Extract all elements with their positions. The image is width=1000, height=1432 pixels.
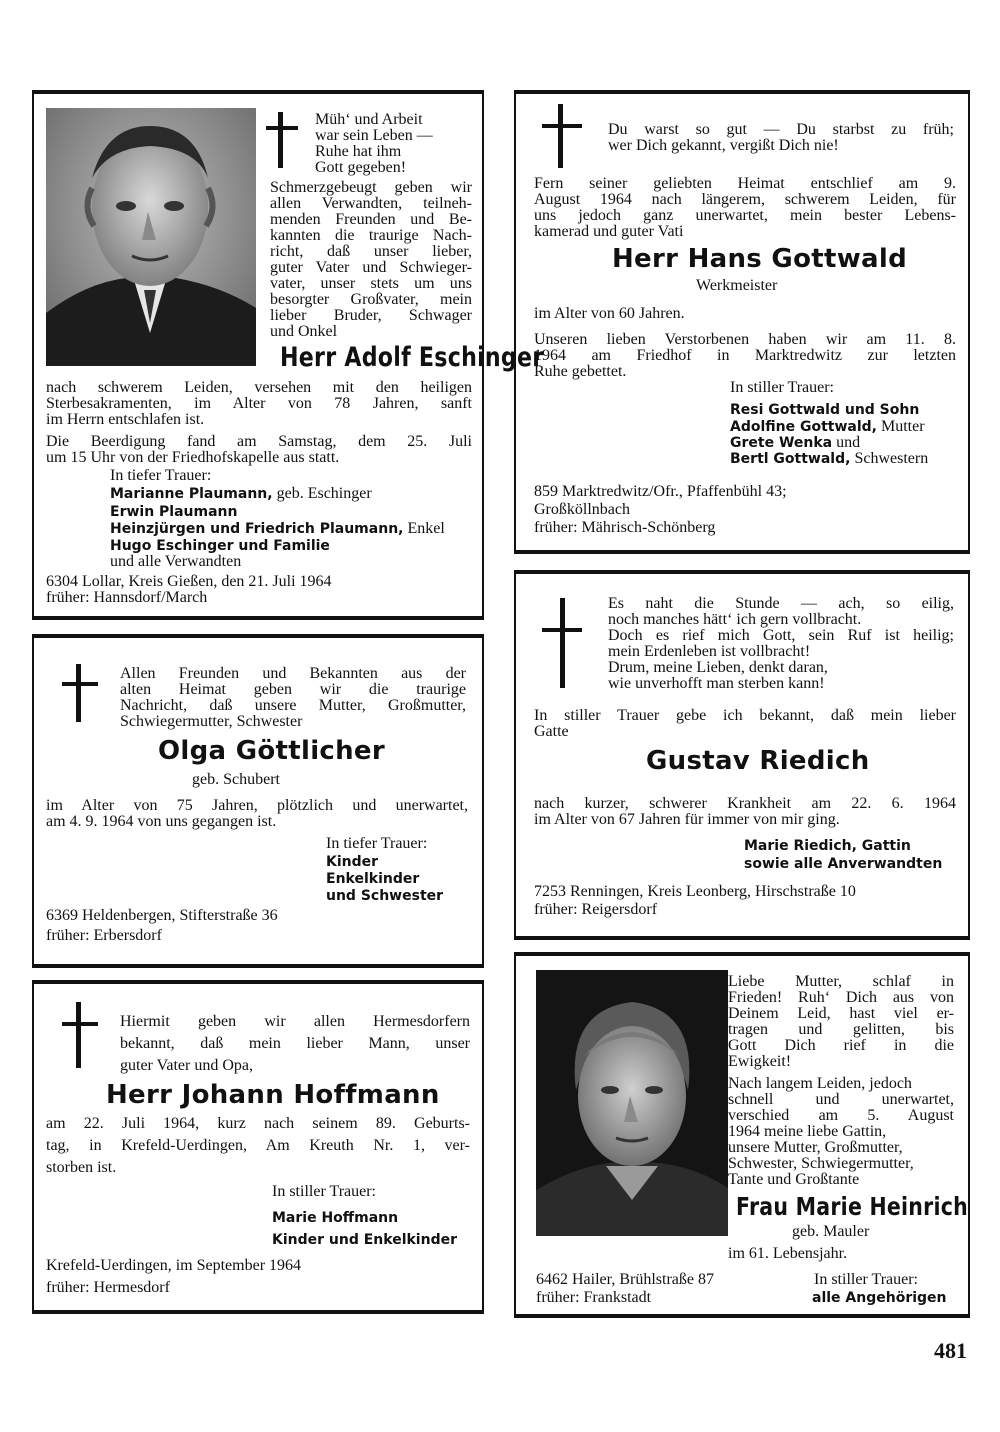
intro-line: Tante und Großtante [728, 1171, 860, 1188]
intro-line: bekannt, daß mein lieber Mann, unser [120, 1035, 470, 1052]
body-line: am 22. Juli 1964, kurz nach seinem 89. Geburts- [46, 1115, 470, 1132]
intro-line: alten Heimat geben wir die traurige [120, 681, 466, 698]
portrait-woman-image [536, 970, 728, 1236]
verse-line: wie unverhofft man sterben kann! [608, 675, 825, 692]
notice-marie-heinrich [514, 952, 970, 1318]
intro-line: 1964 meine liebe Gattin, [728, 1123, 887, 1140]
intro-line: Schwiegermutter, Schwester [120, 713, 303, 730]
mourning-heading: In stiller Trauer: [272, 1183, 376, 1200]
body-line: im Alter von 75 Jahren, plötzlich und unerwartet, [46, 797, 468, 814]
address: 6369 Heldenbergen, Stifterstraße 36 [46, 907, 278, 924]
address: 6462 Hailer, Brühlstraße 87 [536, 1271, 714, 1288]
verse-line: Gott Dich rief in die [728, 1037, 954, 1054]
age-line: im Alter von 60 Jahren. [534, 305, 685, 322]
intro-line: Hiermit geben wir allen Hermesdorfern [120, 1013, 470, 1030]
address-line-2: Großköllnbach [534, 501, 630, 518]
verse-line: war sein Leben — [315, 127, 433, 144]
former-home: früher: Reigersdorf [534, 901, 658, 918]
cross-icon [542, 598, 582, 688]
intro-line: menden Freunden und Be- [270, 211, 472, 228]
mourner-line: Kinder [326, 854, 379, 870]
age-line: im 61. Lebensjahr. [728, 1245, 848, 1262]
body-line: im Herrn entschlafen ist. [46, 411, 205, 428]
body-line: nach schwerem Leiden, versehen mit den heiligen [46, 379, 472, 396]
notice-olga-goettlicher [32, 634, 484, 968]
notice-johann-hoffmann [32, 980, 484, 1314]
cross-icon [62, 664, 98, 722]
verse-line: Frieden! Ruh‘ Dich aus von [728, 989, 954, 1006]
cross-icon [62, 1002, 98, 1068]
deceased-name: Herr Adolf Eschinger [280, 342, 544, 373]
burial-line: Unseren lieben Verstorbenen haben wir am 11. 8. [534, 331, 956, 348]
body-line: am 4. 9. 1964 von uns gegangen ist. [46, 813, 277, 830]
burial-line: Ruhe gebettet. [534, 363, 627, 380]
verse-line: Ruhe hat ihm [315, 143, 402, 160]
mourner-line: Marie Riedich, Gattin [744, 838, 911, 854]
funeral-line: Die Beerdigung fand am Samstag, dem 25. Juli [46, 433, 472, 450]
intro-line: allen Verwandten, teilneh- [270, 195, 472, 212]
verse-line: Gott gegeben! [315, 159, 407, 176]
former-home: früher: Hannsdorf/March [46, 589, 208, 606]
verse-line: Ewigkeit! [728, 1053, 792, 1070]
mourner-line: sowie alle Anverwandten [744, 856, 943, 872]
intro-line: Schwester, Schwiegermutter, [728, 1155, 914, 1172]
body-line: Sterbesakramenten, im Alter von 78 Jahren, sanft [46, 395, 472, 412]
intro-line: besorgter Großvater, mein [270, 291, 472, 308]
deceased-name: Herr Johann Hoffmann [106, 1080, 440, 1110]
page-number: 481 [934, 1338, 967, 1363]
cross-icon [542, 104, 582, 168]
mourner-line: Marie Hoffmann [272, 1210, 399, 1226]
body-line: tag, in Krefeld-Uerdingen, Am Kreuth Nr. 1, ver- [46, 1137, 470, 1154]
intro-line: In stiller Trauer gebe ich bekannt, daß mein lieber [534, 707, 956, 724]
portrait-man-image [46, 108, 256, 366]
birth-name: geb. Schubert [192, 771, 280, 788]
verse-line: Liebe Mutter, schlaf in [728, 973, 954, 990]
address: 7253 Renningen, Kreis Leonberg, Hirschstraße 10 [534, 883, 856, 900]
mourning-heading: In tiefer Trauer: [326, 835, 428, 852]
intro-line: Allen Freunden und Bekannten aus der [120, 665, 466, 682]
mourner-line: Enkelkinder [326, 871, 420, 887]
body-line: nach kurzer, schwerer Krankheit am 22. 6. 1964 [534, 795, 956, 812]
verse-line: wer Dich gekannt, vergißt Dich nie! [608, 137, 839, 154]
intro-line: und Onkel [270, 323, 338, 340]
verse-line: Es naht die Stunde — ach, so eilig, [608, 595, 954, 612]
verse-line: Doch es rief mich Gott, sein Ruf ist heilig; [608, 627, 954, 644]
portrait-photo [536, 970, 728, 1236]
intro-line: August 1964 nach längerem, schwerem Leiden, für [534, 191, 956, 208]
address: 859 Marktredwitz/Ofr., Pfaffenbühl 43; [534, 483, 787, 500]
verse-line: Du warst so gut — Du starbst zu früh; [608, 121, 954, 138]
notice-hans-gottwald [514, 90, 970, 554]
mourner-line: alle Angehörigen [812, 1290, 947, 1306]
mourner-line: Bertl Gottwald, Schwestern [730, 450, 929, 467]
intro-line: Nachricht, daß unsere Mutter, Großmutter, [120, 697, 466, 714]
portrait-photo [46, 108, 256, 366]
address: 6304 Lollar, Kreis Gießen, den 21. Juli 1964 [46, 573, 332, 590]
former-home: früher: Hermesdorf [46, 1279, 170, 1296]
verse-line: noch manches hätt‘ ich gern vollbracht. [608, 611, 862, 628]
intro-line: guter Vater und Schwieger- [270, 259, 472, 276]
intro-line: Gatte [534, 723, 569, 740]
intro-line: uns jedoch ganz unerwartet, mein bester Lebens- [534, 207, 956, 224]
intro-line: kannten die traurige Nach- [270, 227, 472, 244]
intro-line: lieber Bruder, Schwager [270, 307, 472, 324]
intro-line: vater, unser stets um uns [270, 275, 472, 292]
former-home: früher: Mährisch-Schönberg [534, 519, 716, 536]
intro-line: unsere Mutter, Großmutter, [728, 1139, 903, 1156]
mourner-line: Heinzjürgen und Friedrich Plaumann, Enkel [110, 520, 445, 537]
verse-line: tragen und gelitten, bis [728, 1021, 954, 1038]
mourner-line: Hugo Eschinger und Familie [110, 538, 330, 554]
intro-line: Schmerzgebeugt geben wir [270, 179, 472, 196]
mourner-line: Adolfine Gottwald, Mutter [730, 418, 925, 435]
body-line: im Alter von 67 Jahren für immer von mir ging. [534, 811, 840, 828]
deceased-name: Olga Göttlicher [158, 736, 385, 766]
intro-line: Fern seiner geliebten Heimat entschlief am 9. [534, 175, 956, 192]
mourner-line: und Schwester [326, 888, 444, 904]
former-home: früher: Erbersdorf [46, 927, 162, 944]
former-home: früher: Frankstadt [536, 1289, 652, 1306]
verse-line: mein Erdenleben ist vollbracht! [608, 643, 811, 660]
birth-name: geb. Mauler [792, 1223, 870, 1240]
deceased-name: Herr Hans Gottwald [612, 244, 907, 274]
notice-adolf-eschinger [32, 90, 544, 620]
mourner-line: Erwin Plaumann [110, 504, 238, 520]
occupation: Werkmeister [696, 277, 778, 294]
mourner-line: und alle Verwandten [110, 553, 242, 570]
deceased-name: Frau Marie Heinrich [736, 1192, 969, 1221]
mourner-line: Resi Gottwald und Sohn [730, 402, 920, 418]
intro-line: guter Vater und Opa, [120, 1057, 253, 1074]
deceased-name: Gustav Riedich [646, 746, 870, 776]
body-line: storben ist. [46, 1159, 117, 1176]
mourner-line: Grete Wenka und [730, 434, 861, 451]
mourning-heading: In tiefer Trauer: [110, 467, 212, 484]
intro-line: kamerad und guter Vati [534, 223, 684, 240]
burial-line: 1964 am Friedhof in Marktredwitz zur letzten [534, 347, 956, 364]
mourner-line: Marianne Plaumann, geb. Eschinger [110, 485, 372, 502]
verse-line: Drum, meine Lieben, denkt daran, [608, 659, 828, 676]
verse-line: Deinem Leid, hast viel er- [728, 1005, 954, 1022]
intro-line: richt, daß unser lieber, [270, 243, 472, 260]
notice-gustav-riedich [514, 570, 970, 940]
mourning-heading: In stiller Trauer: [814, 1271, 918, 1288]
verse-line: Müh‘ und Arbeit [315, 111, 423, 128]
intro-line: verschied am 5. August [728, 1107, 954, 1124]
intro-line: schnell und unerwartet, [728, 1091, 954, 1108]
mourner-line: Kinder und Enkelkinder [272, 1232, 457, 1248]
mourning-heading: In stiller Trauer: [730, 379, 834, 396]
cross-icon [266, 112, 298, 168]
address: Krefeld-Uerdingen, im September 1964 [46, 1257, 302, 1274]
intro-line: Nach langem Leiden, jedoch [728, 1075, 912, 1092]
funeral-line: um 15 Uhr von der Friedhofskapelle aus statt. [46, 449, 340, 466]
